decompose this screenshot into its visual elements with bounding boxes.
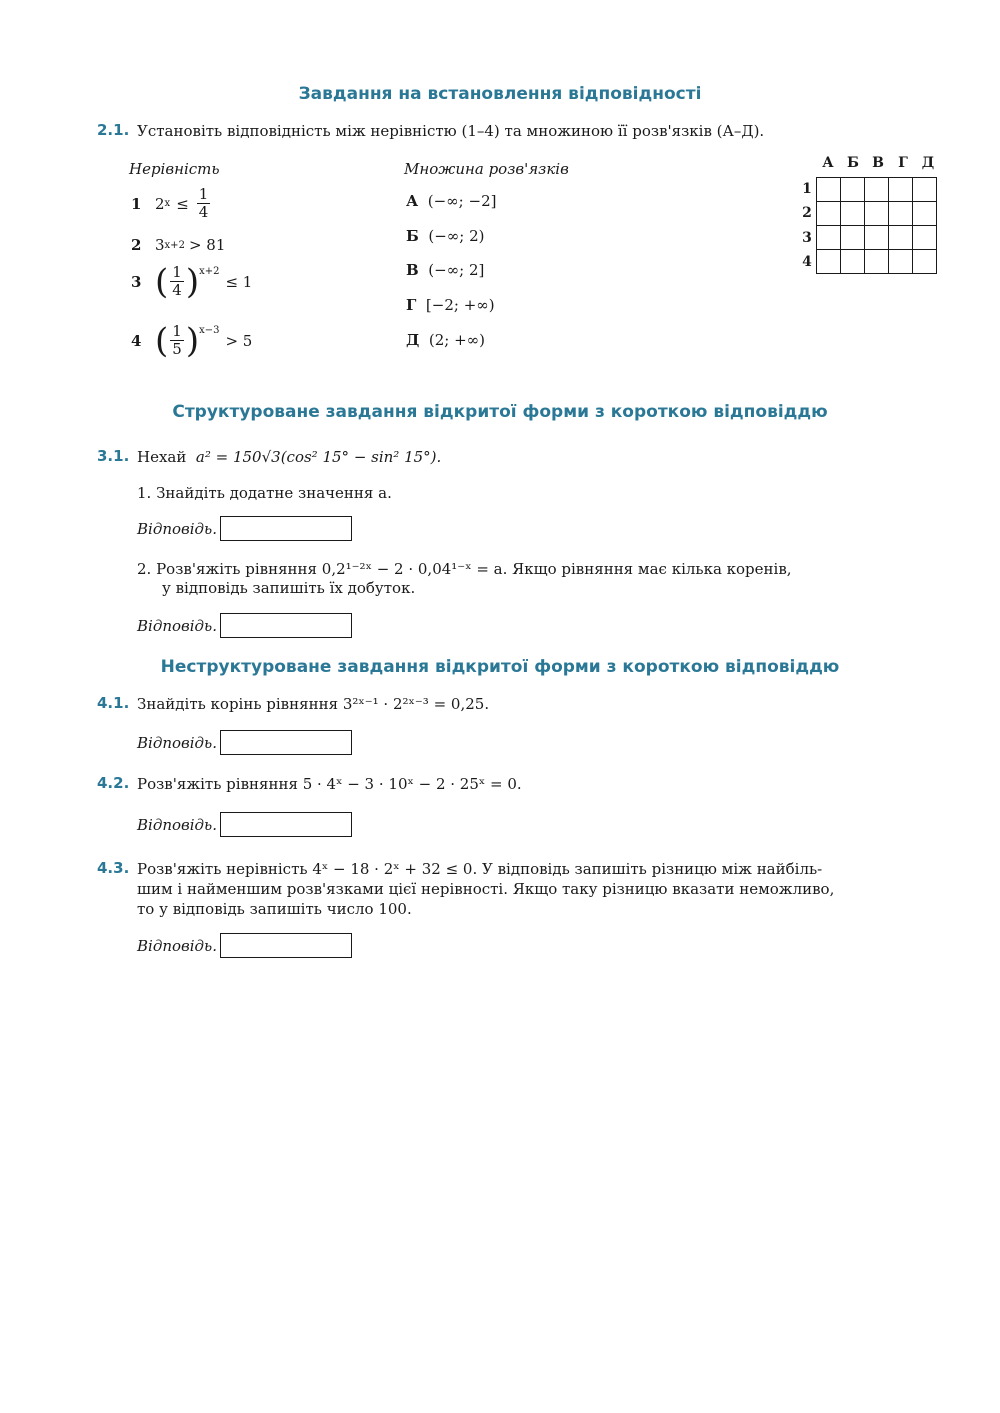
- task-3-1-text: Нехай a² = 150√3(cos² 15° − sin² 15°).: [137, 448, 442, 466]
- grid-cell[interactable]: [865, 226, 889, 250]
- grid-row-label: 2: [802, 205, 812, 221]
- task-2-1-text: Установіть відповідність між нерівністю (1–4) та множиною її розв'язків (А–Д).: [137, 122, 765, 140]
- section-title-unstructured: Неструктуроване завдання відкритої форми з короткою відповіддю: [160, 657, 840, 677]
- grid-cell[interactable]: [889, 250, 913, 274]
- grid-cell[interactable]: [913, 202, 937, 226]
- grid-col-label: А: [822, 155, 834, 171]
- answer-row-4-2: Відповідь.: [137, 812, 352, 837]
- grid-cell[interactable]: [889, 178, 913, 202]
- answer-box[interactable]: [220, 812, 352, 837]
- fraction: $\frac{1}{5}$: [172, 322, 182, 358]
- grid-col-label: Б: [847, 155, 859, 171]
- grid-cell[interactable]: [841, 202, 865, 226]
- section-title-structured: Структуроване завдання відкритої форми з короткою відповіддю: [172, 402, 828, 422]
- task-4-2-text: Розв'яжіть рівняння 5 · 4ˣ − 3 · 10ˣ − 2 · 25ˣ = 0.: [137, 775, 522, 793]
- section-title-matching: Завдання на встановлення відповідності: [298, 84, 702, 104]
- grid-cell[interactable]: [889, 226, 913, 250]
- task-3-1-q2-line1: 2. Розв'яжіть рівняння 0,2¹⁻²ˣ − 2 · 0,04¹⁻ˣ = a. Якщо рівняння має кілька коренів,: [137, 560, 792, 578]
- grid-cell[interactable]: [913, 178, 937, 202]
- option-a: А (−∞; −2]: [406, 192, 497, 210]
- task-4-3-line3: то у відповідь запишіть число 100.: [137, 900, 412, 918]
- task-number-4-3: 4.3.: [97, 859, 130, 877]
- task-number-3-1: 3.1.: [97, 447, 130, 465]
- grid-cell[interactable]: [865, 250, 889, 274]
- answer-box[interactable]: [220, 933, 352, 958]
- inequality-column-header: Нерівність: [129, 160, 220, 178]
- grid-cell[interactable]: [817, 202, 841, 226]
- grid-cell[interactable]: [913, 226, 937, 250]
- answer-row-4-3: Відповідь.: [137, 933, 352, 958]
- task-4-1-text: Знайдіть корінь рівняння 3²ˣ⁻¹ · 2²ˣ⁻³ = 0,25.: [137, 695, 490, 713]
- task-4-3-line1: Розв'яжіть нерівність 4ˣ − 18 · 2ˣ + 32 ≤ 0. У відповідь запишіть різницю між найбіль-: [137, 860, 823, 878]
- solution-set-column-header: Множина розв'язків: [404, 160, 569, 178]
- grid-row-label: 1: [802, 181, 812, 197]
- grid-cell[interactable]: [817, 226, 841, 250]
- grid-row-label: 3: [802, 230, 812, 246]
- inequality-2: 2 3 x+2 > 81: [131, 236, 226, 254]
- task-number-2-1: 2.1.: [97, 121, 130, 139]
- fraction: $\frac{1}{4}$: [198, 185, 209, 221]
- answer-row-3-1-2: Відповідь.: [137, 613, 352, 638]
- grid-cell[interactable]: [841, 250, 865, 274]
- inequality-4: 4 ( $\frac{1}{5}$ ) $^{x-3}$ > 5: [131, 320, 253, 361]
- grid-row-label: 4: [802, 254, 812, 270]
- option-d: Д (2; +∞): [406, 331, 486, 349]
- answer-box[interactable]: [220, 730, 352, 755]
- grid-cell[interactable]: [913, 250, 937, 274]
- grid-cell[interactable]: [841, 226, 865, 250]
- task-number-4-2: 4.2.: [97, 774, 130, 792]
- grid-col-label: Г: [898, 155, 908, 171]
- fraction: $\frac{1}{4}$: [172, 263, 182, 299]
- grid-cell[interactable]: [817, 178, 841, 202]
- inequality-3: 3 ( $\frac{1}{4}$ ) $^{x+2}$ ≤ 1: [131, 261, 253, 302]
- option-b: Б (−∞; 2): [406, 227, 485, 245]
- grid-cell[interactable]: [817, 250, 841, 274]
- option-v: В (−∞; 2]: [406, 261, 485, 279]
- task-4-3-line2: шим і найменшим розв'язками цієї нерівності. Якщо таку різницю вказати неможливо,: [137, 880, 835, 898]
- grid-cell[interactable]: [841, 178, 865, 202]
- grid-col-label: Д: [921, 155, 935, 171]
- grid-cell[interactable]: [889, 202, 913, 226]
- answer-grid: [816, 177, 937, 274]
- inequality-1: 1 2 x ≤ $\frac{1}{4}$: [131, 185, 209, 221]
- task-3-1-q2-line2: у відповідь запишіть їх добуток.: [162, 579, 416, 597]
- answer-row-3-1-1: Відповідь.: [137, 516, 352, 541]
- task-3-1-q1: 1. Знайдіть додатне значення a.: [137, 484, 392, 502]
- task-number-4-1: 4.1.: [97, 694, 130, 712]
- answer-row-4-1: Відповідь.: [137, 730, 352, 755]
- answer-box[interactable]: [220, 613, 352, 638]
- option-g: Г [−2; +∞): [406, 296, 495, 314]
- grid-cell[interactable]: [865, 178, 889, 202]
- grid-cell[interactable]: [865, 202, 889, 226]
- grid-col-label: В: [872, 155, 884, 171]
- answer-box[interactable]: [220, 516, 352, 541]
